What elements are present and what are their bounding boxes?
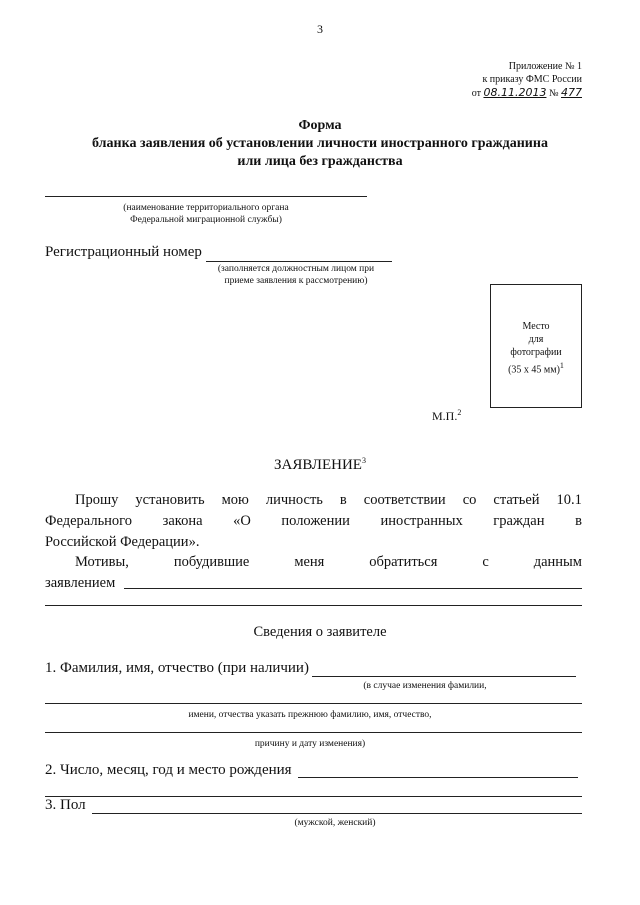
- photo-line-2: для: [528, 334, 544, 345]
- photo-footnote: 1: [559, 361, 564, 370]
- word: Федерального: [45, 513, 133, 529]
- annex-date-line: [472, 86, 582, 100]
- annex-block: [472, 60, 582, 100]
- page-number: 3: [317, 22, 323, 36]
- stamp-place: [432, 408, 461, 424]
- fullname-line[interactable]: [312, 676, 576, 677]
- motives-line-1: [45, 552, 582, 573]
- registration-number-line[interactable]: [206, 261, 392, 262]
- word: граждан: [493, 513, 545, 529]
- fullname-note-1: (в случае изменения фамилии,: [363, 681, 487, 691]
- organ-note-line-2: Федеральной миграционной службы): [130, 215, 282, 225]
- sex-note: (мужской, женский): [294, 818, 376, 828]
- request-line-2: [45, 511, 582, 532]
- annex-line-1: Приложение № 1: [508, 61, 582, 72]
- fullname-line-3[interactable]: [45, 732, 582, 733]
- title-line-2: бланка заявления об установлении личности иностранного гражданина: [92, 136, 548, 151]
- fullname-note-2: имени, отчества указать прежнюю фамилию, имя, отчество,: [188, 710, 432, 720]
- request-paragraph: [45, 490, 582, 553]
- photo-text: [490, 320, 582, 376]
- annex-date-prefix: от: [471, 88, 481, 99]
- word: Прошу: [75, 492, 119, 508]
- stamp-label: М.П.: [432, 409, 458, 423]
- photo-line-4: [490, 359, 582, 376]
- word: в: [575, 513, 582, 529]
- word: данным: [533, 554, 582, 570]
- photo-line-1: Место: [522, 321, 550, 332]
- field-sex-label: 3. Пол: [45, 797, 86, 813]
- word: меня: [294, 554, 325, 570]
- fullname-line-2[interactable]: [45, 703, 582, 704]
- word: Мотивы,: [75, 554, 129, 570]
- motives-answer-line-1[interactable]: [124, 588, 582, 589]
- motives-line-2: заявлением: [45, 575, 116, 591]
- word: мою: [221, 492, 249, 508]
- annex-date-value: 08.11.2013: [483, 86, 547, 99]
- annex-number-value: 477: [561, 86, 582, 99]
- word: закона: [162, 513, 203, 529]
- field-birth-label: 2. Число, месяц, год и место рождения: [45, 762, 292, 778]
- title-line-1: Форма: [298, 118, 342, 133]
- statement-footnote: 3: [361, 456, 366, 465]
- organ-name-note: [45, 202, 367, 226]
- word: 10.1: [556, 492, 582, 508]
- word: побудившие: [173, 554, 250, 570]
- motives-answer-line-2[interactable]: [45, 605, 582, 606]
- applicant-section-heading: Сведения о заявителе: [253, 624, 387, 640]
- word: установить: [135, 492, 205, 508]
- word: в: [339, 492, 347, 508]
- word: положении: [281, 513, 350, 529]
- organ-name-line[interactable]: [45, 196, 367, 197]
- sex-line[interactable]: [92, 813, 582, 814]
- photo-size: (35 х 45 мм): [508, 364, 560, 376]
- annex-line-2: к приказу ФМС России: [482, 74, 582, 85]
- word: соответствии: [363, 492, 446, 508]
- registration-note: [196, 263, 396, 287]
- word: с: [482, 554, 489, 570]
- word: обратиться: [369, 554, 438, 570]
- word: «О: [233, 513, 251, 529]
- statement-heading: [0, 456, 640, 474]
- statement-heading-text: ЗАЯВЛЕНИЕ: [274, 457, 362, 473]
- birth-line[interactable]: [298, 777, 578, 778]
- word: со: [462, 492, 477, 508]
- photo-line-3: фотографии: [510, 347, 562, 358]
- request-line-1: [45, 490, 582, 511]
- annex-number-prefix: №: [548, 88, 559, 99]
- fullname-note-3: причину и дату изменения): [254, 739, 366, 749]
- birth-line-2[interactable]: [45, 796, 582, 797]
- field-fullname-label: 1. Фамилия, имя, отчество (при наличии): [45, 660, 309, 676]
- stamp-footnote: 2: [457, 408, 462, 417]
- title-line-3: или лица без гражданства: [237, 154, 403, 169]
- word: личность: [265, 492, 323, 508]
- word: статьей: [493, 492, 540, 508]
- form-title: [0, 117, 640, 171]
- registration-note-line-1: (заполняется должностным лицом при: [217, 264, 375, 274]
- registration-note-line-2: приеме заявления к рассмотрению): [224, 276, 368, 286]
- organ-note-line-1: (наименование территориального органа: [123, 203, 289, 213]
- word: иностранных: [380, 513, 463, 529]
- request-line-3: Российской Федерации».: [45, 534, 200, 550]
- registration-label: Регистрационный номер: [45, 244, 202, 260]
